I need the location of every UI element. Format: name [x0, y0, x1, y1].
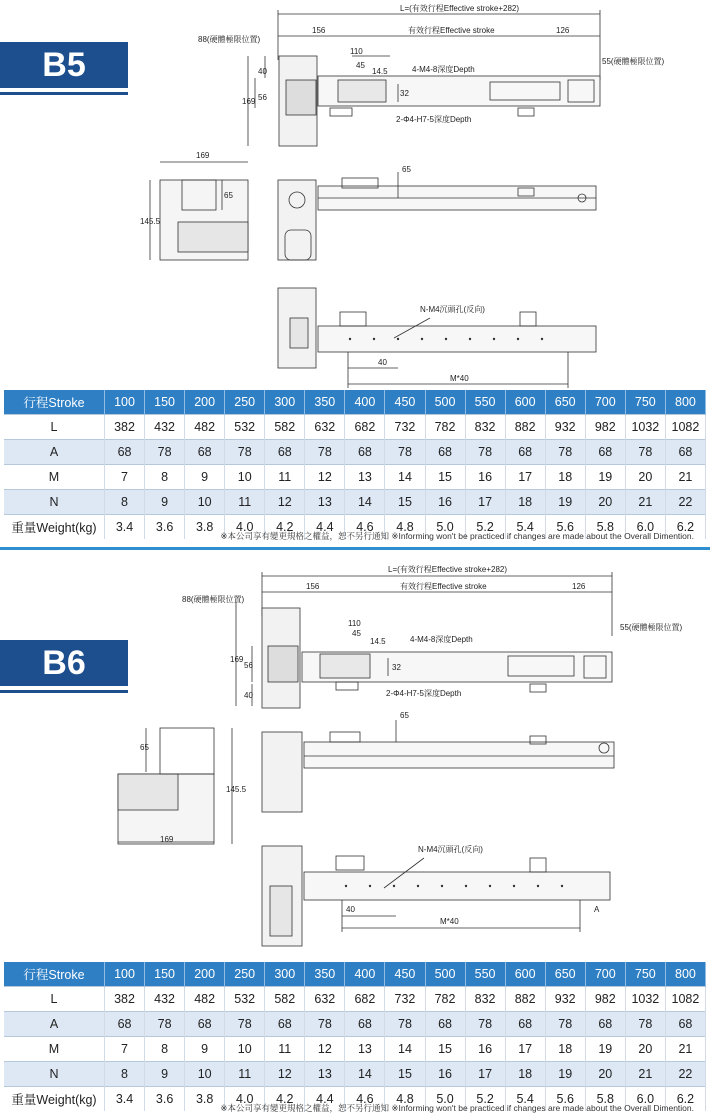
row-label: M: [4, 465, 105, 490]
table-cell: 78: [465, 440, 505, 465]
table-cell: 3.4: [105, 1087, 145, 1112]
table-cell: 68: [585, 440, 625, 465]
table-cell: 5.4: [505, 1087, 545, 1112]
dim-169-horizontal: 169: [160, 835, 174, 844]
table-cell: 17: [465, 1062, 505, 1087]
table-cell: 12: [265, 490, 305, 515]
row-label: N: [4, 490, 105, 515]
header-stroke-value: 400: [345, 390, 385, 415]
table-cell: 5.6: [545, 515, 585, 540]
table-cell: 4.2: [265, 515, 305, 540]
table-cell: 4.8: [385, 1087, 425, 1112]
table-cell: 932: [545, 415, 585, 440]
dim-110: 110: [348, 619, 361, 628]
row-label: L: [4, 415, 105, 440]
table-cell: 14: [385, 465, 425, 490]
dim-126: 126: [572, 582, 586, 591]
table-cell: 682: [345, 415, 385, 440]
dim-169-horizontal: 169: [196, 151, 210, 160]
model-badge-b5: B5: [0, 42, 128, 88]
table-cell: 10: [225, 1037, 265, 1062]
table-cell: 482: [185, 415, 225, 440]
dim-169-vertical: 169: [242, 97, 256, 106]
table-cell: 11: [265, 465, 305, 490]
table-cell: 68: [105, 1012, 145, 1037]
table-cell: 20: [625, 465, 665, 490]
table-cell: 10: [185, 1062, 225, 1087]
dim-40: 40: [244, 691, 253, 700]
table-cell: 13: [305, 1062, 345, 1087]
table-cell: 16: [425, 1062, 465, 1087]
table-cell: 14: [345, 490, 385, 515]
table-cell: 21: [625, 1062, 665, 1087]
dim-total-length: L=(有效行程Effective stroke+282): [400, 4, 520, 13]
dim-14-5: 14.5: [372, 67, 388, 76]
header-stroke-value: 600: [505, 962, 545, 987]
table-cell: 8: [145, 1037, 185, 1062]
table-cell: 19: [545, 490, 585, 515]
table-cell: 11: [225, 1062, 265, 1087]
table-cell: 78: [385, 440, 425, 465]
table-cell: 3.4: [105, 515, 145, 540]
table-cell: 78: [305, 1012, 345, 1037]
table-cell: 78: [305, 440, 345, 465]
dim-40: 40: [258, 67, 267, 76]
note-pin-holes: 2-Φ4-H7-5深度Depth: [396, 115, 472, 124]
header-stroke-value: 650: [545, 962, 585, 987]
model-badge-b6: B6: [0, 640, 128, 686]
table-header-row: [4, 962, 706, 987]
table-cell: 68: [665, 1012, 705, 1037]
table-cell: 78: [385, 1012, 425, 1037]
note-tapped-holes: 4-M4-8深度Depth: [412, 65, 475, 74]
table-cell: 582: [265, 987, 305, 1012]
header-stroke-value: 800: [665, 962, 705, 987]
footnote-b5: ※本公司享有變更規格之權益，恕不另行通知 ※Informing won't be practiced if changes are made about the Overall Dimention.: [220, 531, 694, 541]
dim-145-5: 145.5: [226, 785, 247, 794]
table-cell: 13: [345, 1037, 385, 1062]
dim-effective-stroke: 有效行程Effective stroke: [400, 582, 487, 591]
table-cell: 15: [425, 465, 465, 490]
table-cell: 15: [385, 1062, 425, 1087]
header-stroke-value: 550: [465, 390, 505, 415]
table-cell: 22: [665, 1062, 705, 1087]
table-cell: 632: [305, 987, 345, 1012]
table-row: [4, 1012, 706, 1037]
table-cell: 5.0: [425, 1087, 465, 1112]
table-cell: 6.2: [665, 515, 705, 540]
dim-m-times-40: M*40: [440, 917, 459, 926]
header-stroke-label: 行程Stroke: [4, 390, 105, 415]
table-cell: 10: [185, 490, 225, 515]
table-cell: 4.6: [345, 1087, 385, 1112]
table-cell: 78: [465, 1012, 505, 1037]
dim-32: 32: [400, 89, 409, 98]
header-stroke-value: 300: [265, 962, 305, 987]
table-cell: 5.6: [545, 1087, 585, 1112]
row-label: 重量Weight(kg): [4, 1087, 105, 1112]
table-cell: 18: [505, 1062, 545, 1087]
table-cell: 882: [505, 987, 545, 1012]
row-label: L: [4, 987, 105, 1012]
row-label: M: [4, 1037, 105, 1062]
table-cell: 19: [585, 465, 625, 490]
dim-65-front: 65: [402, 165, 411, 174]
table-cell: 20: [585, 1062, 625, 1087]
table-cell: 7: [105, 1037, 145, 1062]
table-cell: 9: [145, 1062, 185, 1087]
table-cell: 11: [225, 490, 265, 515]
table-cell: 432: [145, 987, 185, 1012]
table-cell: 14: [345, 1062, 385, 1087]
dim-40-pitch: 40: [346, 905, 355, 914]
table-cell: 532: [225, 987, 265, 1012]
table-cell: 932: [545, 987, 585, 1012]
table-cell: 5.2: [465, 515, 505, 540]
note-tapped-holes: 4-M4-8深度Depth: [410, 635, 473, 644]
section-b6: [0, 556, 710, 1115]
table-cell: 4.8: [385, 515, 425, 540]
table-cell: 9: [185, 1037, 225, 1062]
header-stroke-value: 400: [345, 962, 385, 987]
table-cell: 5.4: [505, 515, 545, 540]
dim-14-5: 14.5: [370, 637, 386, 646]
header-stroke-value: 250: [225, 390, 265, 415]
table-cell: 782: [425, 987, 465, 1012]
spec-table-b6: [4, 962, 706, 1111]
table-cell: 732: [385, 987, 425, 1012]
table-cell: 17: [505, 1037, 545, 1062]
drawing-b5: [0, 0, 710, 390]
table-cell: 12: [265, 1062, 305, 1087]
table-cell: 432: [145, 415, 185, 440]
table-row: [4, 490, 706, 515]
table-cell: 6.2: [665, 1087, 705, 1112]
table-cell: 78: [545, 440, 585, 465]
table-cell: 5.0: [425, 515, 465, 540]
table-cell: 13: [305, 490, 345, 515]
table-cell: 10: [225, 465, 265, 490]
table-cell: 78: [545, 1012, 585, 1037]
table-cell: 15: [425, 1037, 465, 1062]
table-cell: 68: [265, 1012, 305, 1037]
header-stroke-value: 450: [385, 390, 425, 415]
dim-145-5: 145.5: [140, 217, 161, 226]
header-stroke-value: 700: [585, 962, 625, 987]
row-label: 重量Weight(kg): [4, 515, 105, 540]
table-cell: 14: [385, 1037, 425, 1062]
dim-156: 156: [306, 582, 320, 591]
table-cell: 68: [665, 440, 705, 465]
table-cell: 3.8: [185, 515, 225, 540]
table-header-row: [4, 390, 706, 415]
table-cell: 4.0: [225, 515, 265, 540]
header-stroke-value: 100: [105, 962, 145, 987]
table-cell: 6.0: [625, 1087, 665, 1112]
table-cell: 68: [265, 440, 305, 465]
dim-40-pitch: 40: [378, 358, 387, 367]
dim-56: 56: [258, 93, 267, 102]
table-cell: 8: [105, 1062, 145, 1087]
table-cell: 21: [665, 1037, 705, 1062]
table-row: [4, 465, 706, 490]
table-cell: 832: [465, 987, 505, 1012]
table-row: [4, 440, 706, 465]
header-stroke-value: 150: [145, 390, 185, 415]
dim-65-front: 65: [400, 711, 409, 720]
table-cell: 18: [545, 465, 585, 490]
table-cell: 982: [585, 987, 625, 1012]
header-stroke-value: 350: [305, 962, 345, 987]
dim-88-limit: 88(硬體極限位置): [198, 35, 261, 44]
dim-156: 156: [312, 26, 326, 35]
table-cell: 19: [545, 1062, 585, 1087]
table-cell: 68: [505, 440, 545, 465]
table-cell: 18: [505, 490, 545, 515]
table-body: [4, 415, 706, 540]
table-cell: 21: [625, 490, 665, 515]
header-stroke-label: 行程Stroke: [4, 962, 105, 987]
note-counterbore: N-M4沉頭孔(反向): [420, 305, 485, 314]
header-stroke-value: 750: [625, 390, 665, 415]
dim-45: 45: [356, 61, 365, 70]
spec-table-b5: [4, 390, 706, 539]
table-cell: 3.8: [185, 1087, 225, 1112]
header-stroke-value: 550: [465, 962, 505, 987]
table-cell: 832: [465, 415, 505, 440]
table-cell: 78: [625, 1012, 665, 1037]
table-cell: 782: [425, 415, 465, 440]
table-cell: 16: [425, 490, 465, 515]
table-cell: 8: [105, 490, 145, 515]
table-cell: 12: [305, 465, 345, 490]
table-cell: 1032: [625, 415, 665, 440]
table-cell: 4.6: [345, 515, 385, 540]
table-cell: 68: [345, 1012, 385, 1037]
table-cell: 1082: [665, 987, 705, 1012]
table-cell: 3.6: [145, 1087, 185, 1112]
table-cell: 882: [505, 415, 545, 440]
table-row: [4, 1062, 706, 1087]
drawing-b6: [0, 556, 710, 956]
table-cell: 78: [625, 440, 665, 465]
dim-169-vertical: 169: [230, 655, 244, 664]
table-row: [4, 1037, 706, 1062]
table-cell: 4.4: [305, 515, 345, 540]
table-cell: 68: [585, 1012, 625, 1037]
header-stroke-value: 500: [425, 390, 465, 415]
table-cell: 9: [185, 465, 225, 490]
dim-55-limit: 55(硬體極限位置): [602, 57, 665, 66]
table-cell: 8: [145, 465, 185, 490]
table-cell: 13: [345, 465, 385, 490]
header-stroke-value: 600: [505, 390, 545, 415]
table-cell: 982: [585, 415, 625, 440]
note-pin-holes: 2-Φ4-H7-5深度Depth: [386, 689, 462, 698]
table-cell: 5.2: [465, 1087, 505, 1112]
table-cell: 482: [185, 987, 225, 1012]
table-cell: 9: [145, 490, 185, 515]
dim-32: 32: [392, 663, 401, 672]
table-cell: 1082: [665, 415, 705, 440]
table-cell: 22: [665, 490, 705, 515]
table-cell: 68: [185, 440, 225, 465]
table-cell: 382: [105, 415, 145, 440]
dim-effective-stroke: 有效行程Effective stroke: [408, 26, 495, 35]
header-stroke-value: 350: [305, 390, 345, 415]
table-cell: 4.0: [225, 1087, 265, 1112]
table-cell: 20: [585, 490, 625, 515]
header-stroke-value: 200: [185, 390, 225, 415]
dim-45: 45: [352, 629, 361, 638]
table-cell: 68: [345, 440, 385, 465]
table-cell: 21: [665, 465, 705, 490]
table-cell: 532: [225, 415, 265, 440]
dim-a: A: [594, 905, 600, 914]
table-cell: 682: [345, 987, 385, 1012]
header-stroke-value: 700: [585, 390, 625, 415]
section-divider: [0, 547, 710, 550]
table-cell: 3.6: [145, 515, 185, 540]
row-label: A: [4, 440, 105, 465]
header-stroke-value: 650: [545, 390, 585, 415]
table-cell: 16: [465, 465, 505, 490]
table-cell: 382: [105, 987, 145, 1012]
table-cell: 78: [225, 1012, 265, 1037]
dim-126: 126: [556, 26, 570, 35]
table-cell: 15: [385, 490, 425, 515]
table-body: [4, 987, 706, 1112]
table-cell: 4.2: [265, 1087, 305, 1112]
table-row: [4, 987, 706, 1012]
table-cell: 17: [465, 490, 505, 515]
section-b5: [0, 0, 710, 548]
table-cell: 732: [385, 415, 425, 440]
table-cell: 68: [425, 1012, 465, 1037]
table-cell: 12: [305, 1037, 345, 1062]
table-cell: 11: [265, 1037, 305, 1062]
header-stroke-value: 250: [225, 962, 265, 987]
dim-m-times-40: M*40: [450, 374, 469, 383]
table-cell: 78: [145, 440, 185, 465]
table-cell: 4.4: [305, 1087, 345, 1112]
dim-56: 56: [244, 661, 253, 670]
dim-65-side: 65: [140, 743, 149, 752]
dim-total-length: L=(有效行程Effective stroke+282): [388, 565, 508, 574]
table-cell: 68: [425, 440, 465, 465]
table-cell: 582: [265, 415, 305, 440]
header-stroke-value: 800: [665, 390, 705, 415]
dim-88-limit: 88(硬體極限位置): [182, 595, 245, 604]
table-cell: 68: [505, 1012, 545, 1037]
dim-110: 110: [350, 47, 363, 56]
header-stroke-value: 100: [105, 390, 145, 415]
table-cell: 5.8: [585, 1087, 625, 1112]
header-stroke-value: 500: [425, 962, 465, 987]
header-stroke-value: 150: [145, 962, 185, 987]
header-stroke-value: 750: [625, 962, 665, 987]
table-cell: 68: [185, 1012, 225, 1037]
note-counterbore: N-M4沉頭孔(反向): [418, 845, 483, 854]
table-cell: 68: [105, 440, 145, 465]
table-cell: 632: [305, 415, 345, 440]
table-row: [4, 415, 706, 440]
dim-55-limit: 55(硬體極限位置): [620, 623, 683, 632]
table-cell: 20: [625, 1037, 665, 1062]
table-cell: 19: [585, 1037, 625, 1062]
header-stroke-value: 200: [185, 962, 225, 987]
dim-65-side: 65: [224, 191, 233, 200]
table-cell: 17: [505, 465, 545, 490]
footnote-b6: ※本公司享有變更規格之權益，恕不另行通知 ※Informing won't be practiced if changes are made about the Overall Dimention.: [220, 1103, 694, 1113]
table-cell: 5.8: [585, 515, 625, 540]
header-stroke-value: 450: [385, 962, 425, 987]
table-cell: 6.0: [625, 515, 665, 540]
table-cell: 78: [145, 1012, 185, 1037]
table-cell: 16: [465, 1037, 505, 1062]
table-cell: 78: [225, 440, 265, 465]
table-cell: 7: [105, 465, 145, 490]
row-label: A: [4, 1012, 105, 1037]
header-stroke-value: 300: [265, 390, 305, 415]
table-cell: 1032: [625, 987, 665, 1012]
row-label: N: [4, 1062, 105, 1087]
table-cell: 18: [545, 1037, 585, 1062]
